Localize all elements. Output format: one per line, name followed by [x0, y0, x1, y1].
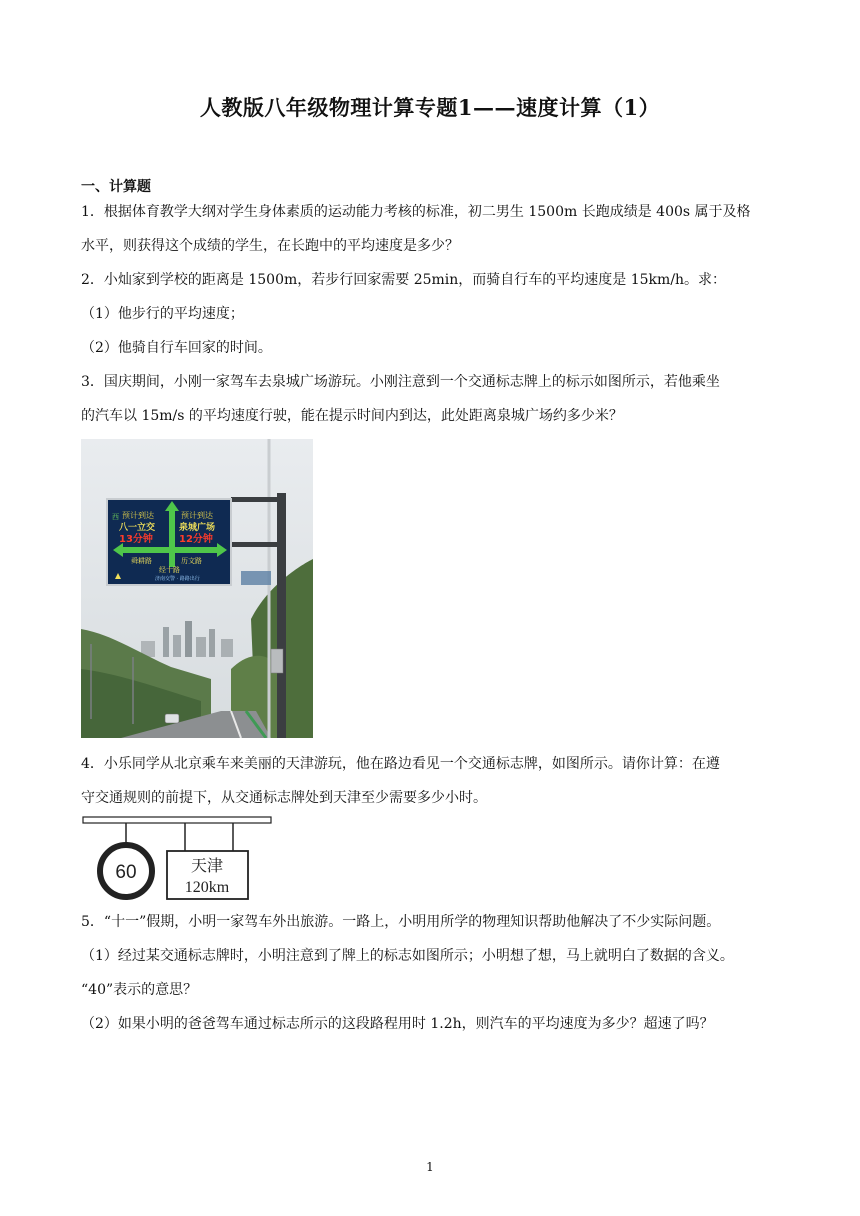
q5-part-1-cont: “40”表示的意思？	[81, 982, 198, 998]
distance-sign-value: 120km	[184, 879, 230, 896]
traffic-sign-photo	[81, 439, 313, 738]
speed-limit-sign-figure	[81, 814, 273, 904]
photo-sign-right-time: 12分钟	[179, 534, 213, 545]
q3-line-1: 3．国庆期间，小刚一家驾车去泉城广场游玩。小刚注意到一个交通标志牌上的标示如图所示，若他乘坐	[81, 374, 720, 390]
photo-sign-road-left: 舜耕路	[131, 557, 152, 565]
q4-line-2: 守交通规则的前提下，从交通标志牌处到天津至少需要多少小时。	[81, 790, 487, 806]
q1-line-2: 水平，则获得这个成绩的学生，在长跑中的平均速度是多少？	[81, 238, 459, 254]
photo-sign-west: 西	[112, 513, 119, 521]
speed-limit-value: 60	[115, 862, 137, 883]
q2-part-1: （1）他步行的平均速度；	[81, 306, 244, 322]
q5-part-2: （2）如果小明的爸爸驾车通过标志所示的这段路程用时 1.2h，则汽车的平均速度为多少？超速了吗？	[81, 1016, 714, 1032]
photo-sign-footer: 济南交警 · 路路出行	[155, 576, 200, 582]
photo-sign-left-top: 预计到达	[122, 511, 154, 520]
traffic-sign-photo-svg	[81, 439, 313, 738]
distance-sign-place: 天津	[190, 856, 224, 875]
q5-part-1: （1）经过某交通标志牌时，小明注意到了牌上的标志如图所示；小明想了想，马上就明白了数据的含义。	[81, 948, 734, 964]
speed-limit-sign-svg	[81, 814, 273, 904]
q2-line-1: 2．小灿家到学校的距离是 1500m，若步行回家需要 25min，而骑自行车的平均速度是 15km/h。求：	[81, 272, 727, 288]
q2-part-2: （2）他骑自行车回家的时间。	[81, 340, 272, 356]
q1-line-1: 1．根据体育教学大纲对学生身体素质的运动能力考核的标准，初二男生 1500m 长跑成绩是 400s 属于及格	[81, 204, 751, 220]
page-number: 1	[426, 1160, 434, 1174]
photo-sign-left-time: 13分钟	[119, 534, 153, 545]
photo-sign-right-top: 预计到达	[181, 511, 213, 520]
q3-line-2: 的汽车以 15m/s 的平均速度行驶，能在提示时间内到达，此处距离泉城广场约多少米？	[81, 408, 623, 424]
page-title: 人教版八年级物理计算专题1——速度计算（1）	[199, 95, 661, 120]
photo-sign-right-place: 泉城广场	[179, 523, 216, 533]
q5-line-1: 5．“十一”假期，小明一家驾车外出旅游。一路上，小明用所学的物理知识帮助他解决了不少实际问题。	[81, 914, 721, 930]
q4-line-1: 4．小乐同学从北京乘车来美丽的天津游玩，他在路边看见一个交通标志牌，如图所示。请你计算：在遵	[81, 756, 720, 772]
photo-sign-road-right: 历文路	[181, 557, 202, 565]
section-heading: 一、计算题	[81, 179, 151, 195]
photo-sign-left-place: 八一立交	[119, 523, 156, 533]
photo-sign-road-bottom: 经十路	[159, 566, 180, 574]
